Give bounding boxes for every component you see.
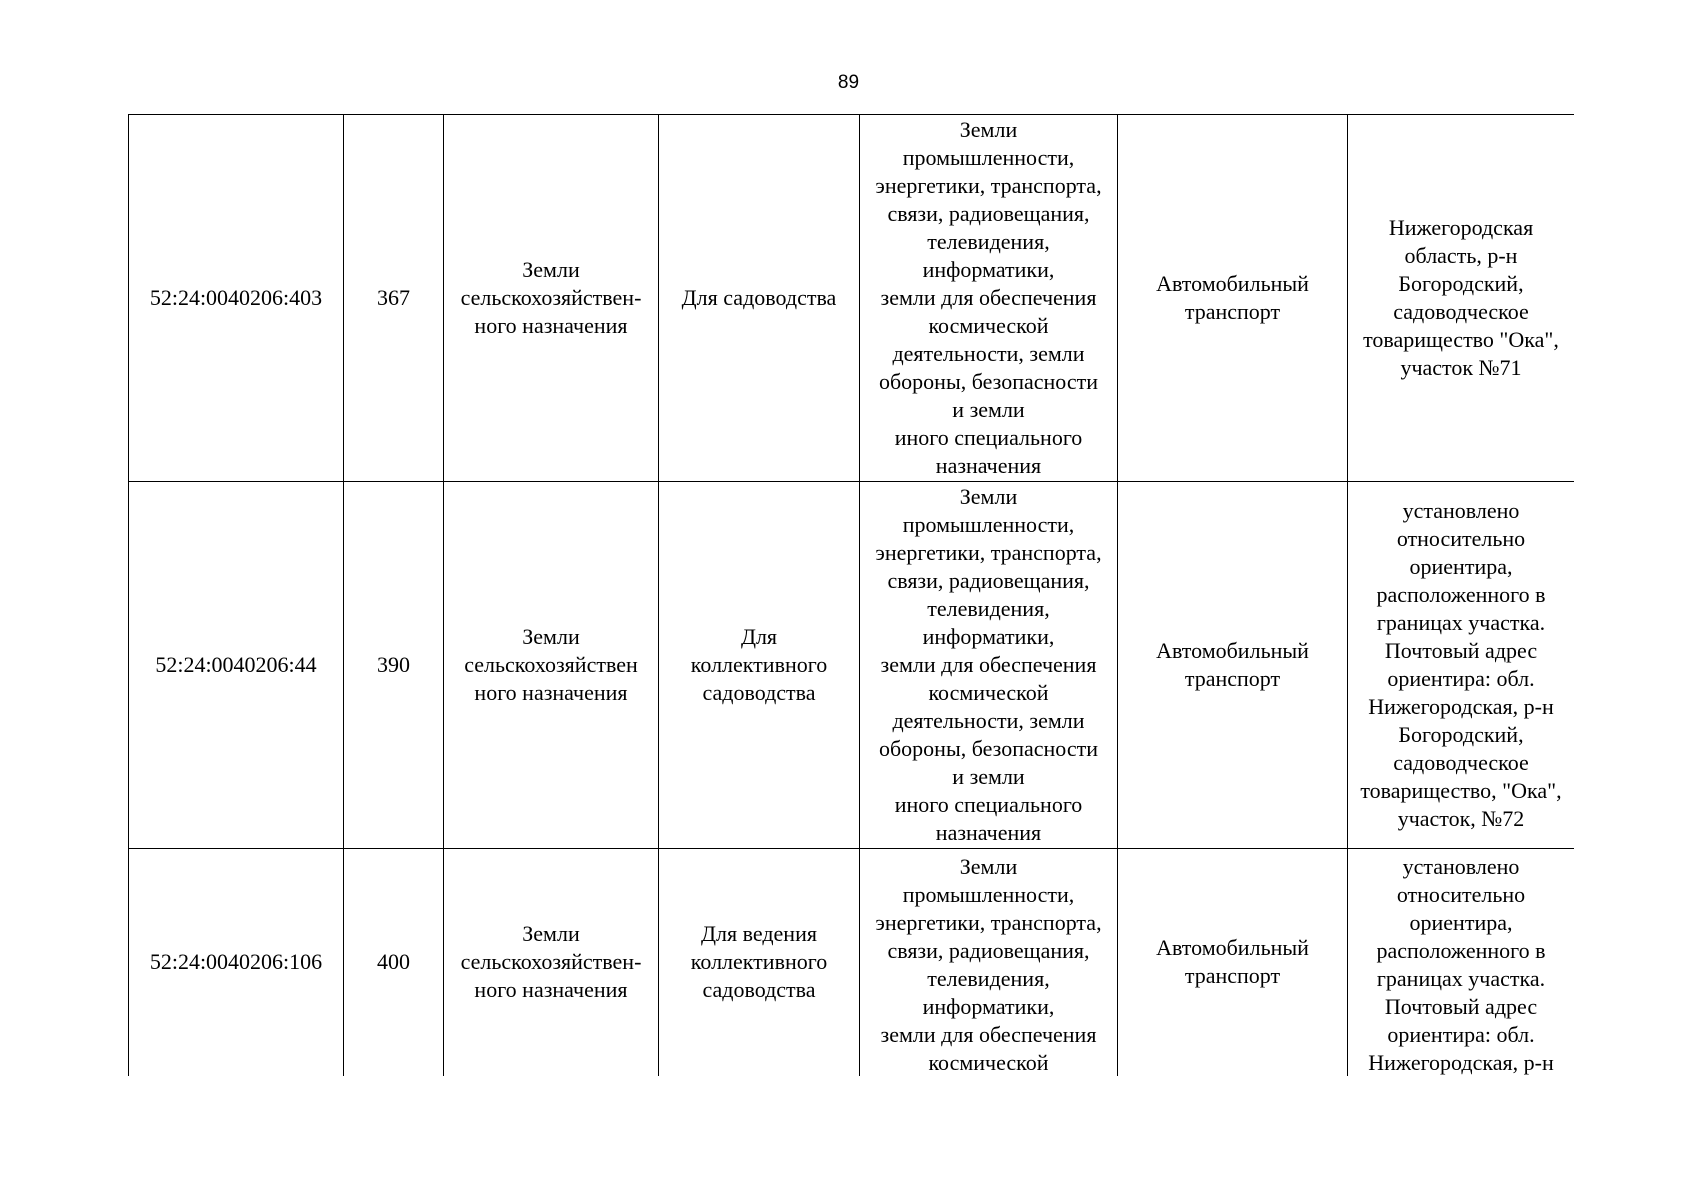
land-category-cell: Земли сельскохозяйствен- ного назначения [444,849,659,1077]
permitted-use-cell: Для ведения коллективного садоводства [659,849,860,1077]
address-cell: установлено относительно ориентира, расположенного в границах участка. Почтовый адрес ориентира: обл. Нижегородская, р-н [1348,849,1575,1077]
land-category-cell: Земли сельскохозяйствен- ного назначения [444,115,659,482]
address-cell: Нижегородская область, р-н Богородский, садоводческое товарищество "Ока", участок №71 [1348,115,1575,482]
table-row [129,115,1575,482]
land-plots-table-container [128,114,1574,1076]
area-cell: 367 [344,115,444,482]
permitted-use-cell: Для коллективного садоводства [659,482,860,849]
adjacent-lands-cell: Земли промышленности, энергетики, транспорта, связи, радиовещания, телевидения, информатики, земли для обеспечения космической деятельности, земли обороны, безопасности и земли иного специального назначения [860,115,1118,482]
transport-cell: Автомобильный транспорт [1118,115,1348,482]
cadastral-number-cell: 52:24:0040206:44 [129,482,344,849]
cadastral-number-cell: 52:24:0040206:106 [129,849,344,1077]
land-category-cell: Земли сельскохозяйствен ного назначения [444,482,659,849]
transport-cell: Автомобильный транспорт [1118,482,1348,849]
adjacent-lands-cell: Земли промышленности, энергетики, транспорта, связи, радиовещания, телевидения, информатики, земли для обеспечения космической деятельности, земли обороны, безопасности и земли иного специального назначения [860,482,1118,849]
adjacent-lands-cell: Земли промышленности, энергетики, транспорта, связи, радиовещания, телевидения, информатики, земли для обеспечения космической [860,849,1118,1077]
transport-cell: Автомобильный транспорт [1118,849,1348,1077]
permitted-use-cell: Для садоводства [659,115,860,482]
address-cell: установлено относительно ориентира, расположенного в границах участка. Почтовый адрес ориентира: обл. Нижегородская, р-н Богородский, садоводческое товарищество, "Ока", участок, №72 [1348,482,1575,849]
page-number: 89 [837,72,860,93]
land-plots-table [128,114,1574,1076]
table-row [129,849,1575,1077]
area-cell: 390 [344,482,444,849]
area-cell: 400 [344,849,444,1077]
table-row [129,482,1575,849]
cadastral-number-cell: 52:24:0040206:403 [129,115,344,482]
